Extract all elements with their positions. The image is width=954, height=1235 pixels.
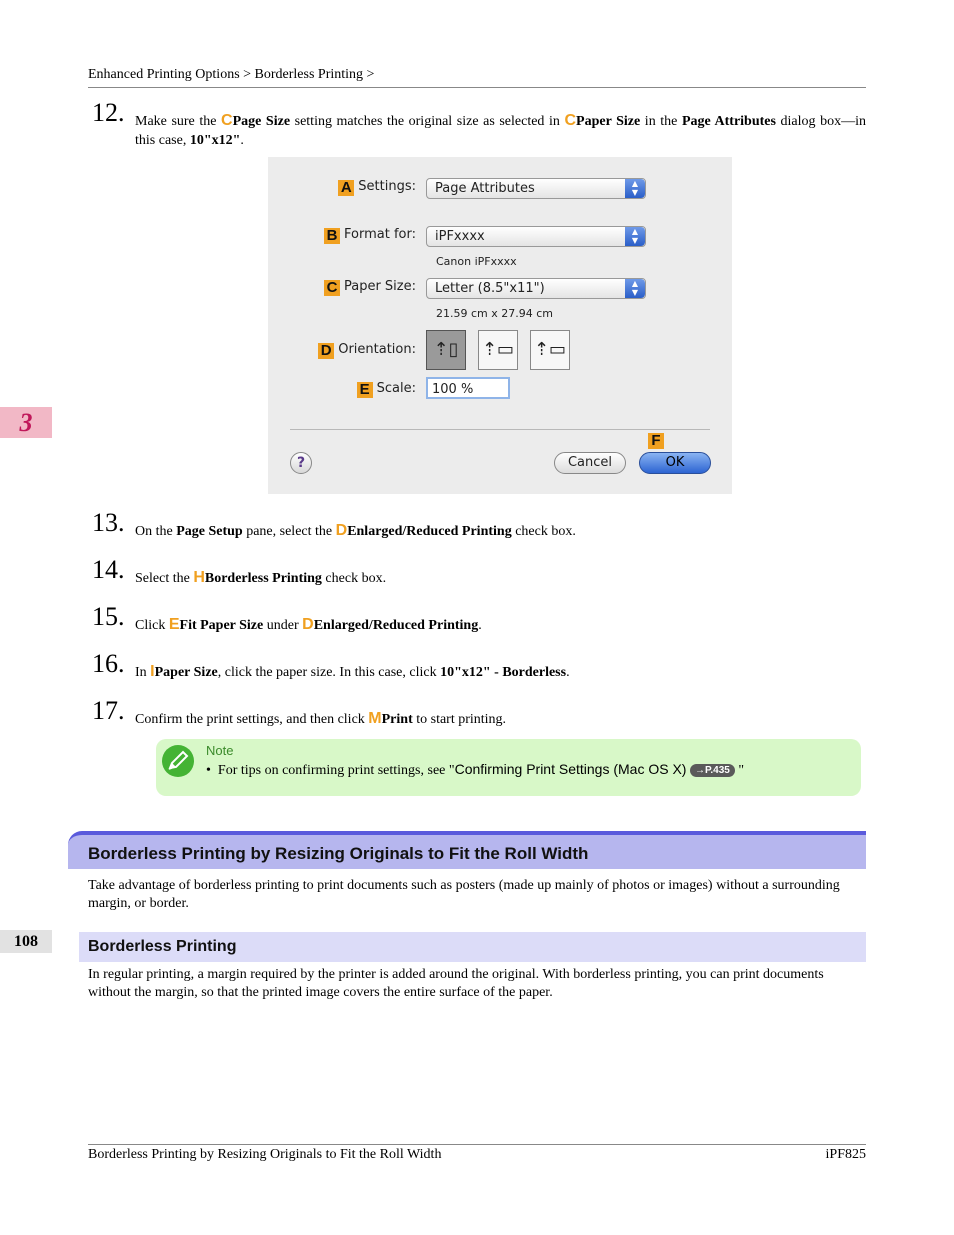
section-heading <box>68 831 866 869</box>
step-14 <box>92 555 866 588</box>
key-letter: C <box>564 112 577 129</box>
text: pane, select the <box>242 524 336 539</box>
key-c: C <box>324 280 340 296</box>
text: Select the <box>135 571 194 586</box>
note-text <box>206 761 744 779</box>
key-letter: I <box>150 663 155 680</box>
bold-term: Fit Paper Size <box>179 618 264 633</box>
paper-value: Letter (8.5"x11") <box>435 281 545 296</box>
text: In <box>135 665 151 680</box>
text: Click <box>135 618 169 633</box>
step-number: 12. <box>92 98 125 127</box>
text: For tips on confirming print settings, see " <box>217 763 455 778</box>
settings-value: Page Attributes <box>435 181 535 196</box>
step-16 <box>92 649 866 682</box>
footer-model: iPF825 <box>825 1147 866 1162</box>
bold-term: Page Setup <box>176 524 243 539</box>
bold-term: Page Attributes <box>681 114 776 129</box>
bold-term: Print <box>381 712 413 727</box>
page-setup-dialog-screenshot <box>268 157 732 494</box>
step-number: 15. <box>92 602 125 631</box>
step-number: 13. <box>92 508 125 537</box>
format-for-popup[interactable] <box>426 226 646 247</box>
key-letter: C <box>221 112 233 129</box>
text: . <box>478 618 482 633</box>
key-b: B <box>324 228 340 244</box>
updown-arrows-icon: ▲ ▼ <box>625 227 645 246</box>
bold-term: Paper Size <box>576 114 641 129</box>
step-text <box>135 521 866 541</box>
key-letter: D <box>302 616 314 633</box>
help-button[interactable]: ? <box>290 452 312 474</box>
step-number: 14. <box>92 555 125 584</box>
bold-term: Enlarged/Reduced Printing <box>313 618 479 633</box>
note-title: Note <box>206 743 234 758</box>
text: . <box>566 665 570 680</box>
ok-button[interactable]: OK <box>639 452 711 474</box>
page-number: 108 <box>0 930 52 953</box>
step-12 <box>92 98 866 150</box>
format-for-label: B Format for: <box>324 227 416 244</box>
subsection-title: Borderless Printing <box>88 938 237 955</box>
bullet: • <box>206 763 211 778</box>
step-text <box>135 111 866 150</box>
text: setting matches the original size as selected in <box>290 114 565 129</box>
subsection-body: In regular printing, a margin required by the printer is added around the original. With borderless printing, you can print documents without the margin, so that the printed image covers the entire surface of the paper. <box>88 967 824 1000</box>
text: dialog box—in this case, <box>135 114 866 148</box>
bold-term: Borderless Printing <box>204 571 322 586</box>
section-intro: Take advantage of borderless printing to print documents such as posters (made up mainly of photos or images) without a surrounding margin, or border. <box>88 878 840 911</box>
paper-size-popup[interactable] <box>426 278 646 299</box>
text: On the <box>135 524 177 539</box>
bold-term: 10"x12" <box>189 133 241 148</box>
landscape-orientation-button[interactable] <box>478 330 518 370</box>
cancel-button[interactable]: Cancel <box>554 452 626 474</box>
scale-label: E Scale: <box>357 381 416 398</box>
portrait-icon: ⇡▯ <box>433 339 459 360</box>
key-letter: E <box>168 616 180 633</box>
step-text <box>135 662 866 682</box>
step-15 <box>92 602 866 635</box>
bold-term: Paper Size <box>154 665 218 680</box>
breadcrumb[interactable]: Enhanced Printing Options > Borderless Printing > <box>88 67 375 82</box>
format-value: iPFxxxx <box>435 229 485 244</box>
footer-title: Borderless Printing by Resizing Originals to Fit the Roll Width <box>88 1147 442 1162</box>
settings-popup[interactable] <box>426 178 646 199</box>
key-f: F <box>648 433 664 449</box>
text: under <box>263 618 303 633</box>
dialog-separator <box>290 429 710 430</box>
note-box <box>156 739 861 796</box>
text: Make sure the <box>135 114 222 129</box>
key-letter: D <box>335 522 348 539</box>
step-text <box>135 568 866 588</box>
step-number: 17. <box>92 696 125 725</box>
bold-term: Enlarged/Reduced Printing <box>347 524 512 539</box>
bold-term: Page Size <box>232 114 291 129</box>
key-a: A <box>338 180 354 196</box>
text: to start printing. <box>412 712 507 727</box>
settings-label: A Settings: <box>338 179 416 196</box>
updown-arrows-icon: ▲ ▼ <box>625 179 645 198</box>
pencil-icon <box>162 745 194 777</box>
bold-term: 10"x12" - Borderless <box>440 665 567 680</box>
text: . <box>240 133 244 148</box>
subsection-heading <box>79 932 866 962</box>
step-text <box>135 709 866 729</box>
text: check box. <box>321 571 387 586</box>
text: Confirm the print settings, and then click <box>135 712 369 727</box>
reverse-landscape-orientation-button[interactable] <box>530 330 570 370</box>
step-17 <box>92 696 866 729</box>
header-rule <box>88 87 866 88</box>
landscape-icon: ⇡▭ <box>481 339 515 360</box>
chapter-tab[interactable]: 3 <box>0 407 52 438</box>
step-text <box>135 615 866 635</box>
section-title: Borderless Printing by Resizing Originals to Fit the Roll Width <box>88 844 589 863</box>
page-reference[interactable]: →P.435 <box>690 764 735 777</box>
paper-size-label: C Paper Size: <box>324 279 416 296</box>
footer-rule <box>88 1144 866 1145</box>
paper-dimensions: 21.59 cm x 27.94 cm <box>436 307 554 320</box>
reverse-landscape-icon: ⇡▭ <box>533 339 567 360</box>
key-letter: M <box>368 710 382 727</box>
note-link[interactable]: Confirming Print Settings (Mac OS X) <box>454 761 687 777</box>
text: " <box>734 763 745 778</box>
key-d: D <box>318 343 334 359</box>
orientation-label: D Orientation: <box>318 342 416 359</box>
format-subtext: Canon iPFxxxx <box>436 255 517 268</box>
key-e: E <box>357 382 373 398</box>
scale-input[interactable]: 100 % <box>426 377 510 399</box>
text: check box. <box>511 524 576 539</box>
updown-arrows-icon: ▲ ▼ <box>625 279 645 298</box>
text: , click the paper size. In this case, click <box>217 665 441 680</box>
portrait-orientation-button[interactable] <box>426 330 466 370</box>
step-13 <box>92 508 866 541</box>
text: in the <box>640 114 682 129</box>
step-number: 16. <box>92 649 125 678</box>
key-letter: H <box>193 569 205 586</box>
